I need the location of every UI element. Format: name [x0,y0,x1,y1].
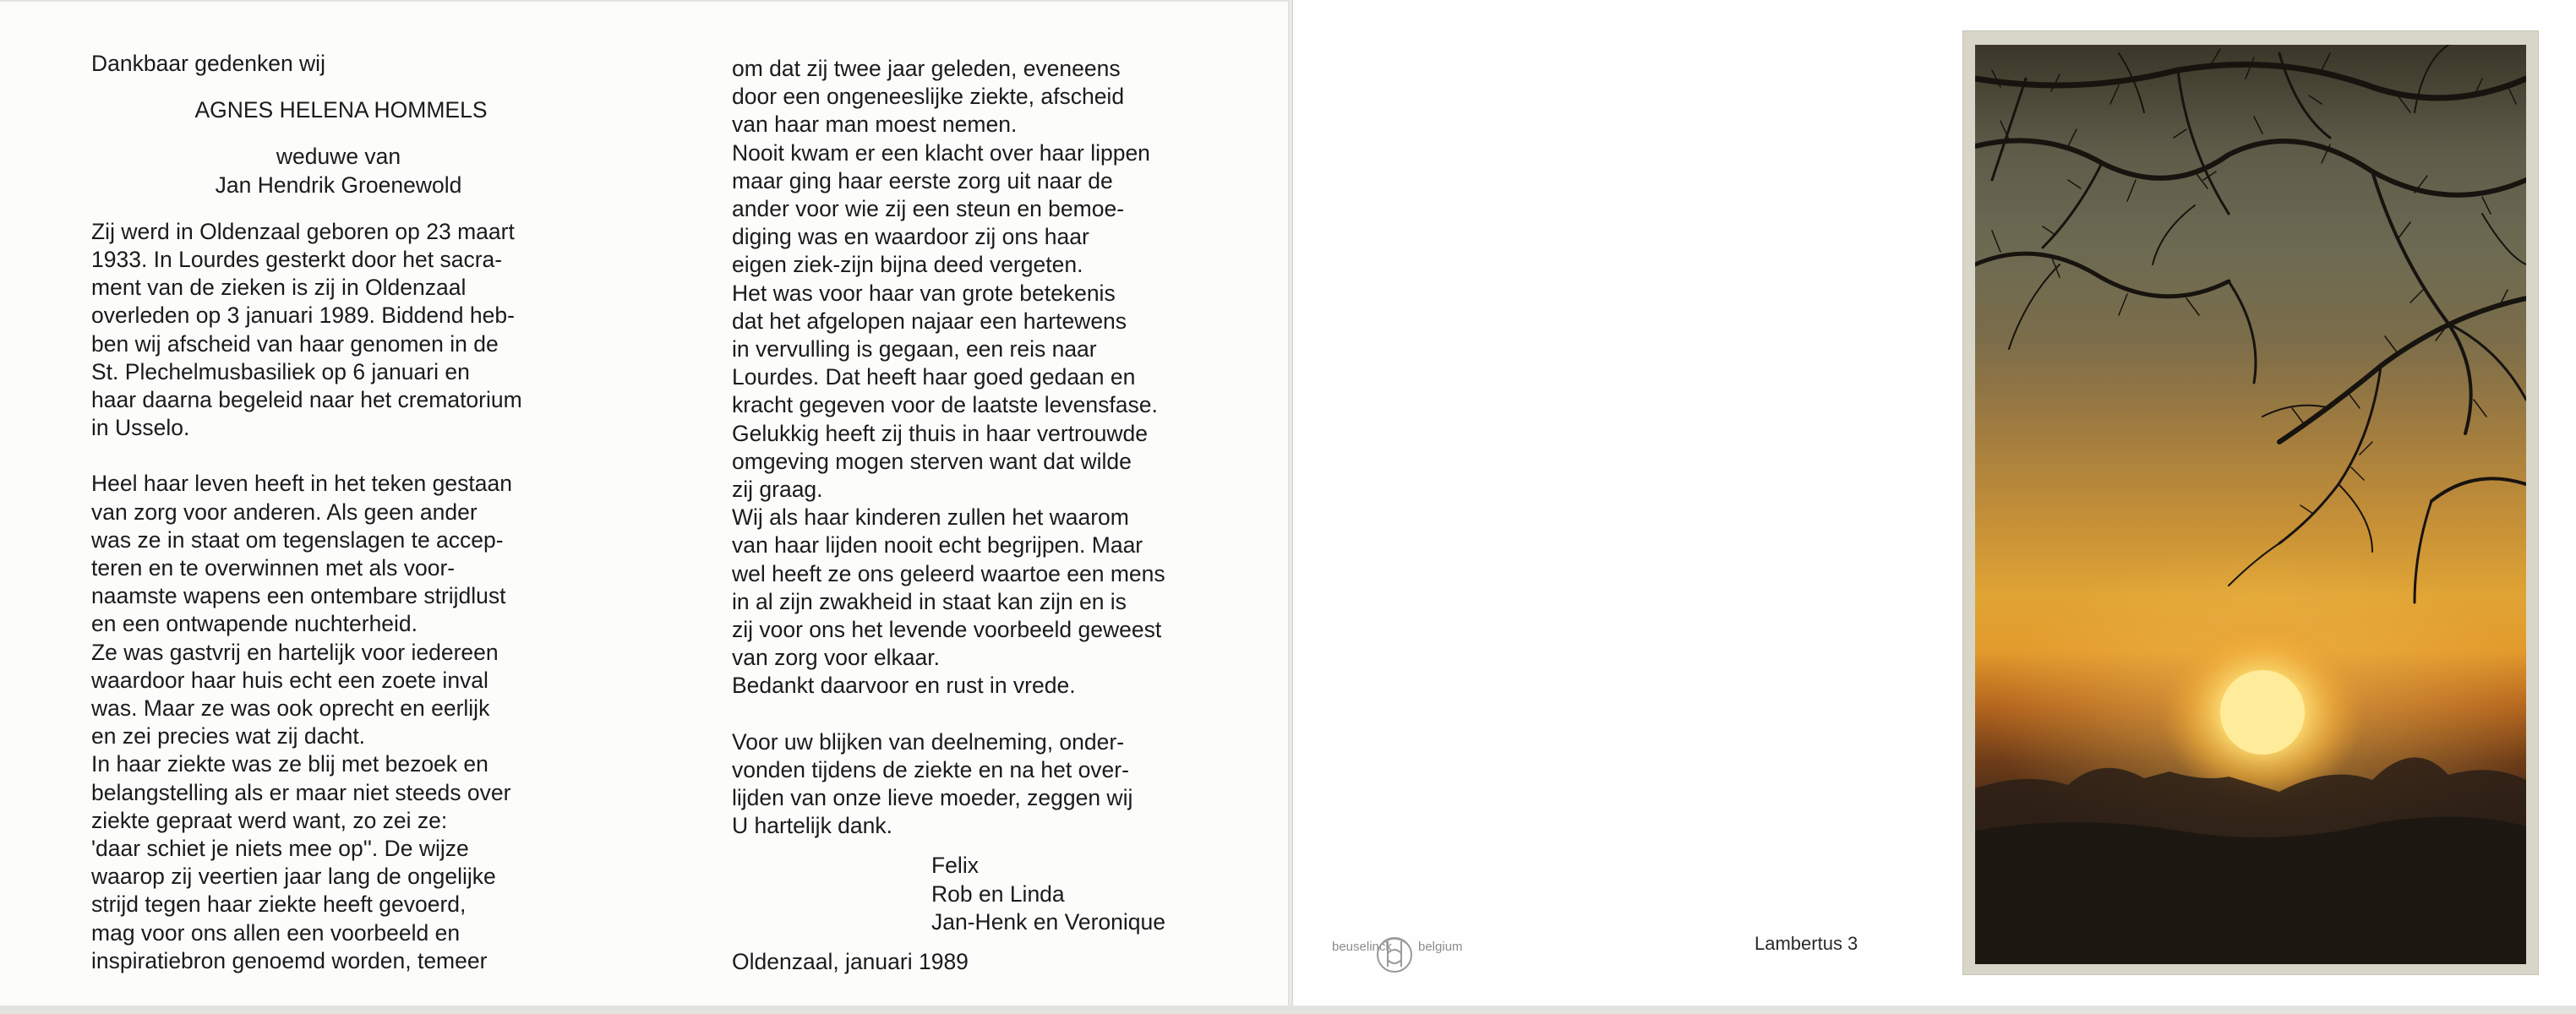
text-line: inspiratiebron genoemd worden, temeer [91,947,488,973]
tribute-paragraph [91,470,586,975]
text-line: eigen ziek-zijn bijna deed vergeten. [732,252,1083,278]
text-line: en een ontwapende nuchterheid. [91,611,418,637]
text-line: diging was en waardoor zij ons haar [732,224,1089,250]
text-line: ben wij afscheid van haar genomen in de [91,330,499,357]
scan-bottom-edge [0,1006,2576,1014]
text-line: Het was voor haar van grote betekenis [732,280,1116,306]
deceased-name: AGNES HELENA HOMMELS [194,97,488,123]
text-line: haar daarna begeleid naar het crematorium [91,387,522,413]
text-line: om dat zij twee jaar geleden, eveneens [732,56,1121,81]
brand-name-right: belgium [1418,940,1463,954]
text-line: maar ging haar eerste zorg uit naar de [732,167,1113,194]
text-line: strijd tegen haar ziekte heeft gevoerd, [91,891,467,918]
text-line: Gelukkig heeft zij thuis in haar vertrouwde [732,420,1148,446]
text-line: ment van de zieken is zij in Oldenzaal [91,275,467,301]
sunset-scene-icon [1975,45,2526,964]
text-line: ander voor wie zij een steun en bemoe- [732,196,1125,222]
text-line: zij graag. [732,477,823,503]
signatory: Jan-Henk en Veronique [931,908,1165,935]
text-line: teren en te overwinnen met als voor- [91,555,456,581]
text-line: en zei precies wat zij dacht. [91,723,366,750]
text-line: wel heeft ze ons geleerd waartoe een mens [732,560,1165,586]
text-line: ziekte gepraat werd want, zo zei ze: [91,807,448,833]
text-line: kracht gegeven voor de laatste levensfase. [732,392,1158,418]
text-line: was ze in staat om tegenslagen te accep- [91,526,504,553]
right-text-column [732,55,1226,976]
text-line: waardoor haar huis echt een zoete inval [91,667,488,693]
text-line: van zorg voor anderen. Als geen ander [91,499,478,525]
text-line: in al zijn zwakheid in staat kan zijn en is [732,588,1127,614]
signatory: Felix [931,853,979,879]
text-line: zij voor ons het levende voorbeeld geweest [732,617,1162,643]
intro-line: Dankbaar gedenken wij [91,51,325,76]
text-line: naamste wapens een ontembare strijdlust [91,583,506,609]
signatories [732,852,1226,936]
text-line: Ze was gastvrij en hartelijk voor iedereen [91,639,499,665]
text-line: waarop zij veertien jaar lang de ongelijke [91,864,496,890]
text-line: omgeving mogen sterven want dat wilde [732,448,1132,474]
text-line: lijden van onze lieve moeder, zeggen wij [732,785,1133,811]
signatory: Rob en Linda [931,880,1065,907]
text-line: van haar lijden nooit echt begrijpen. Maar [732,532,1143,559]
text-line: van zorg voor elkaar. [732,645,940,671]
text-line: van haar man moest nemen. [732,112,1018,138]
text-line: dat het afgelopen najaar een hartewens [732,308,1127,334]
text-line: Voor uw blijken van deelneming, onder- [732,728,1125,755]
text-line: In haar ziekte was ze blij met bezoek en [91,751,488,777]
left-text-column [91,50,586,975]
continuation-paragraph [732,55,1226,701]
text-line: belangstelling als er maar niet steeds over [91,779,511,805]
thanks-paragraph [732,728,1226,841]
photo-frame [1962,30,2539,975]
text-line: in Usselo. [91,415,190,441]
text-line: 'daar schiet je niets mee op''. De wijze [91,836,469,862]
text-line: door een ongeneeslijke ziekte, afscheid [732,84,1125,110]
sunset-branches-photo [1975,45,2526,964]
text-line: 1933. In Lourdes gesterkt door het sacra- [91,247,503,273]
text-line: Heel haar leven heeft in het teken gestaan [91,471,512,497]
husband-name: Jan Hendrik Groenewold [215,172,462,198]
monogram-icon [1369,928,1420,979]
text-line: in vervulling is gegaan, een reis naar [732,336,1097,363]
text-line: mag voor ons allen een voorbeeld en [91,919,461,946]
card-model-id: Lambertus 3 [1755,933,1858,954]
widow-of-label: weduwe van [276,144,401,170]
text-line: Lourdes. Dat heeft haar goed gedaan en [732,364,1136,390]
text-line: Bedankt daarvoor en rust in vrede. [732,673,1076,699]
text-line: Zij werd in Oldenzaal geboren op 23 maart [91,218,515,244]
biography-paragraph [91,218,586,443]
brand-name-left: beuselinck [1332,940,1392,954]
beuselinck-monogram-logo [1330,928,1465,979]
text-line: overleden op 3 januari 1989. Biddend heb- [91,303,515,329]
text-line: St. Plechelmusbasiliek op 6 januari en [91,358,470,384]
text-line: vonden tijdens de ziekte en na het over- [732,756,1129,782]
text-line: U hartelijk dank. [732,813,893,839]
text-line: was. Maar ze was ook oprecht en eerlijk [91,695,490,722]
text-line: Nooit kwam er een klacht over haar lippen [732,139,1150,166]
place-date: Oldenzaal, januari 1989 [732,949,969,975]
text-line: Wij als haar kinderen zullen het waarom [732,504,1129,531]
